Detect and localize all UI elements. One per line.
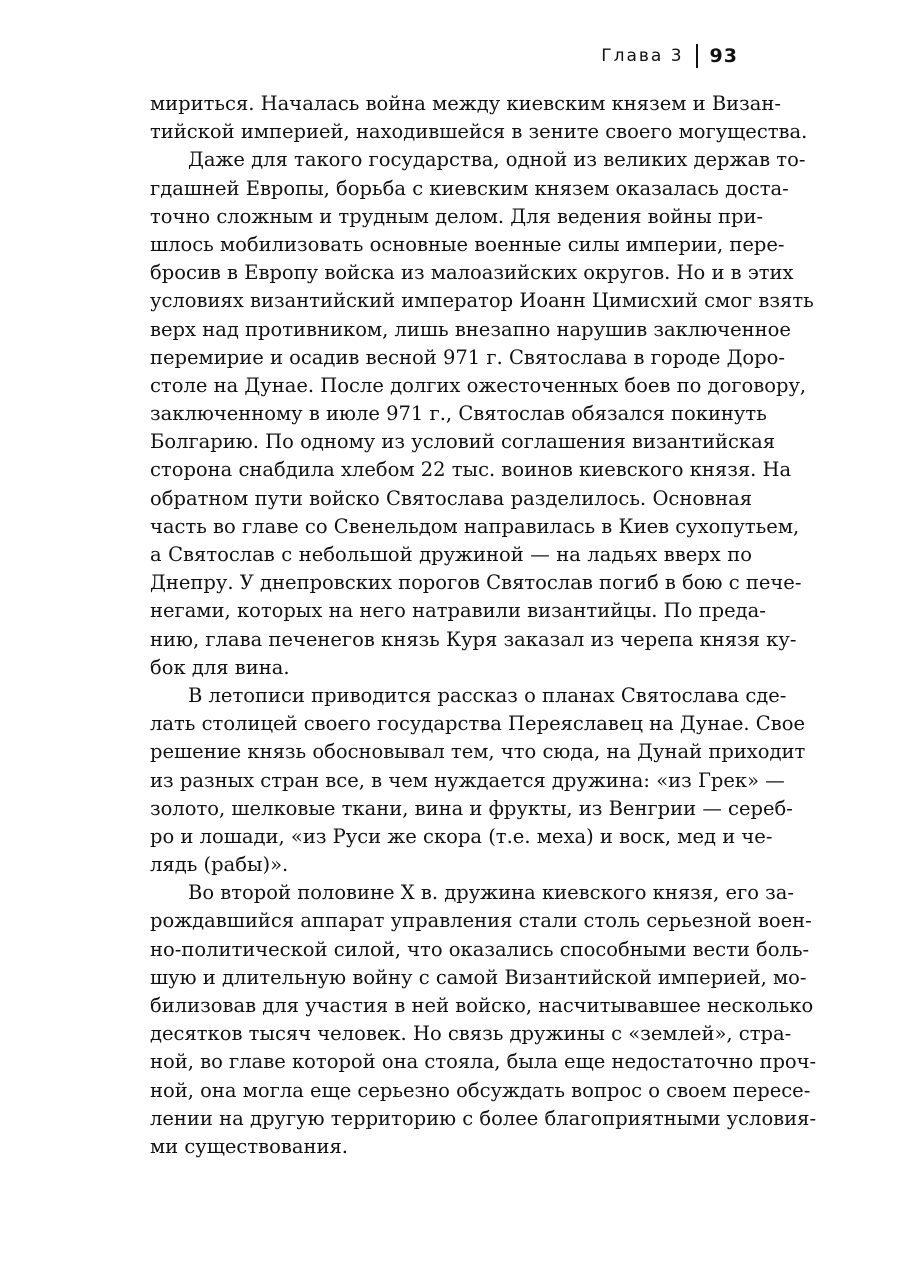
text-line: условиях византийский император Иоанн Цимисхий смог взять [150,289,814,313]
paragraph [150,146,814,682]
text-line: столе на Дунае. После долгих ожесточенных боев по договору, [150,373,807,397]
text-line: а Святослав с небольшой дружиной — на ладьях вверх по [150,543,752,566]
text-line: Болгарию. По одному из условий соглашения византийская [150,430,776,454]
text-line: шлось мобилизовать основные военные силы империи, пере- [150,232,785,256]
text-line: но-политической силой, что оказались способными вести боль- [150,937,810,961]
text-line: заключенному в июле 971 г., Святослав обязался покинуть [150,402,767,426]
text-line: перемирие и осадив весной 971 г. Святослава в городе Доро- [150,345,785,369]
text-line: Днепру. У днепровских порогов Святослав погиб в бою с пече- [150,571,802,595]
text-line: из разных стран все, в чем нуждается дружина: «из Грек» — [150,768,785,792]
text-line: лядь (рабы)». [150,853,289,877]
text-line: часть во главе со Свенельдом направилась в Киев сухопутьем, [150,514,800,538]
text-line: В летописи приводится рассказ о планах Святослава сде- [188,683,787,707]
text-line: гдашней Европы, борьба с киевским князем оказалась доста- [150,176,789,200]
text-line: шую и длительную войну с самой Византийской империей, мо- [150,965,807,989]
text-line: ной, она могла еще серьезно обсуждать вопрос о своем пересе- [150,1078,811,1102]
paragraph [150,879,817,1161]
text-line: бросив в Европу войска из малоазийских округов. Но и в этих [150,261,794,285]
text-line: лении на другую территорию с более благоприятными условия- [150,1106,817,1130]
text-line: решение князь обосновывал тем, что сюда, на Дунай приходит [150,740,806,764]
text-line: обратном пути войско Святослава разделилось. Основная [150,486,752,510]
text-line: десятков тысяч человек. Но связь дружины с «землей», стра- [150,1022,792,1046]
paragraph [150,682,806,879]
text-line: мириться. Началась война между киевским князем и Визан- [150,92,781,115]
text-line: бок для вина. [150,655,290,679]
text-line: тийской империей, находившейся в зените своего могущества. [150,120,808,144]
text-line: точно сложным и трудным делом. Для ведения войны при- [150,204,764,228]
text-line: сторона снабдила хлебом 22 тыс. воинов киевского князя. На [150,458,792,482]
chapter-label: Глава 3 [601,46,684,66]
text-line: нию, глава печенегов князь Куря заказал из черепа князя ку- [150,627,797,651]
text-line: ми существования. [150,1134,348,1158]
page-number: 93 [709,45,738,67]
text-line: верх над противником, лишь внезапно нарушив заключенное [150,317,791,341]
running-header [601,44,738,68]
text-line: рождавшийся аппарат управления стали столь серьезной воен- [150,909,812,933]
text-line: Во второй половине X в. дружина киевского князя, его за- [188,881,795,905]
text-line: негами, которых на него натравили византийцы. По преда- [150,599,766,623]
paragraph [150,90,808,146]
header-divider [696,44,698,68]
text-line: лать столицей своего государства Переяславец на Дунае. Свое [150,712,805,736]
text-line: золото, шелковые ткани, вина и фрукты, из Венгрии — сереб- [150,796,793,820]
text-line: ро и лошади, «из Руси же скора (т.е. меха) и воск, мед и че- [150,824,773,848]
text-line: ной, во главе которой она стояла, была еще недостаточно проч- [150,1050,817,1074]
text-line: билизовав для участия в ней войско, насчитывавшее несколько [150,994,814,1017]
text-line: Даже для такого государства, одной из великих держав то- [188,148,806,172]
body-text [150,90,817,1161]
